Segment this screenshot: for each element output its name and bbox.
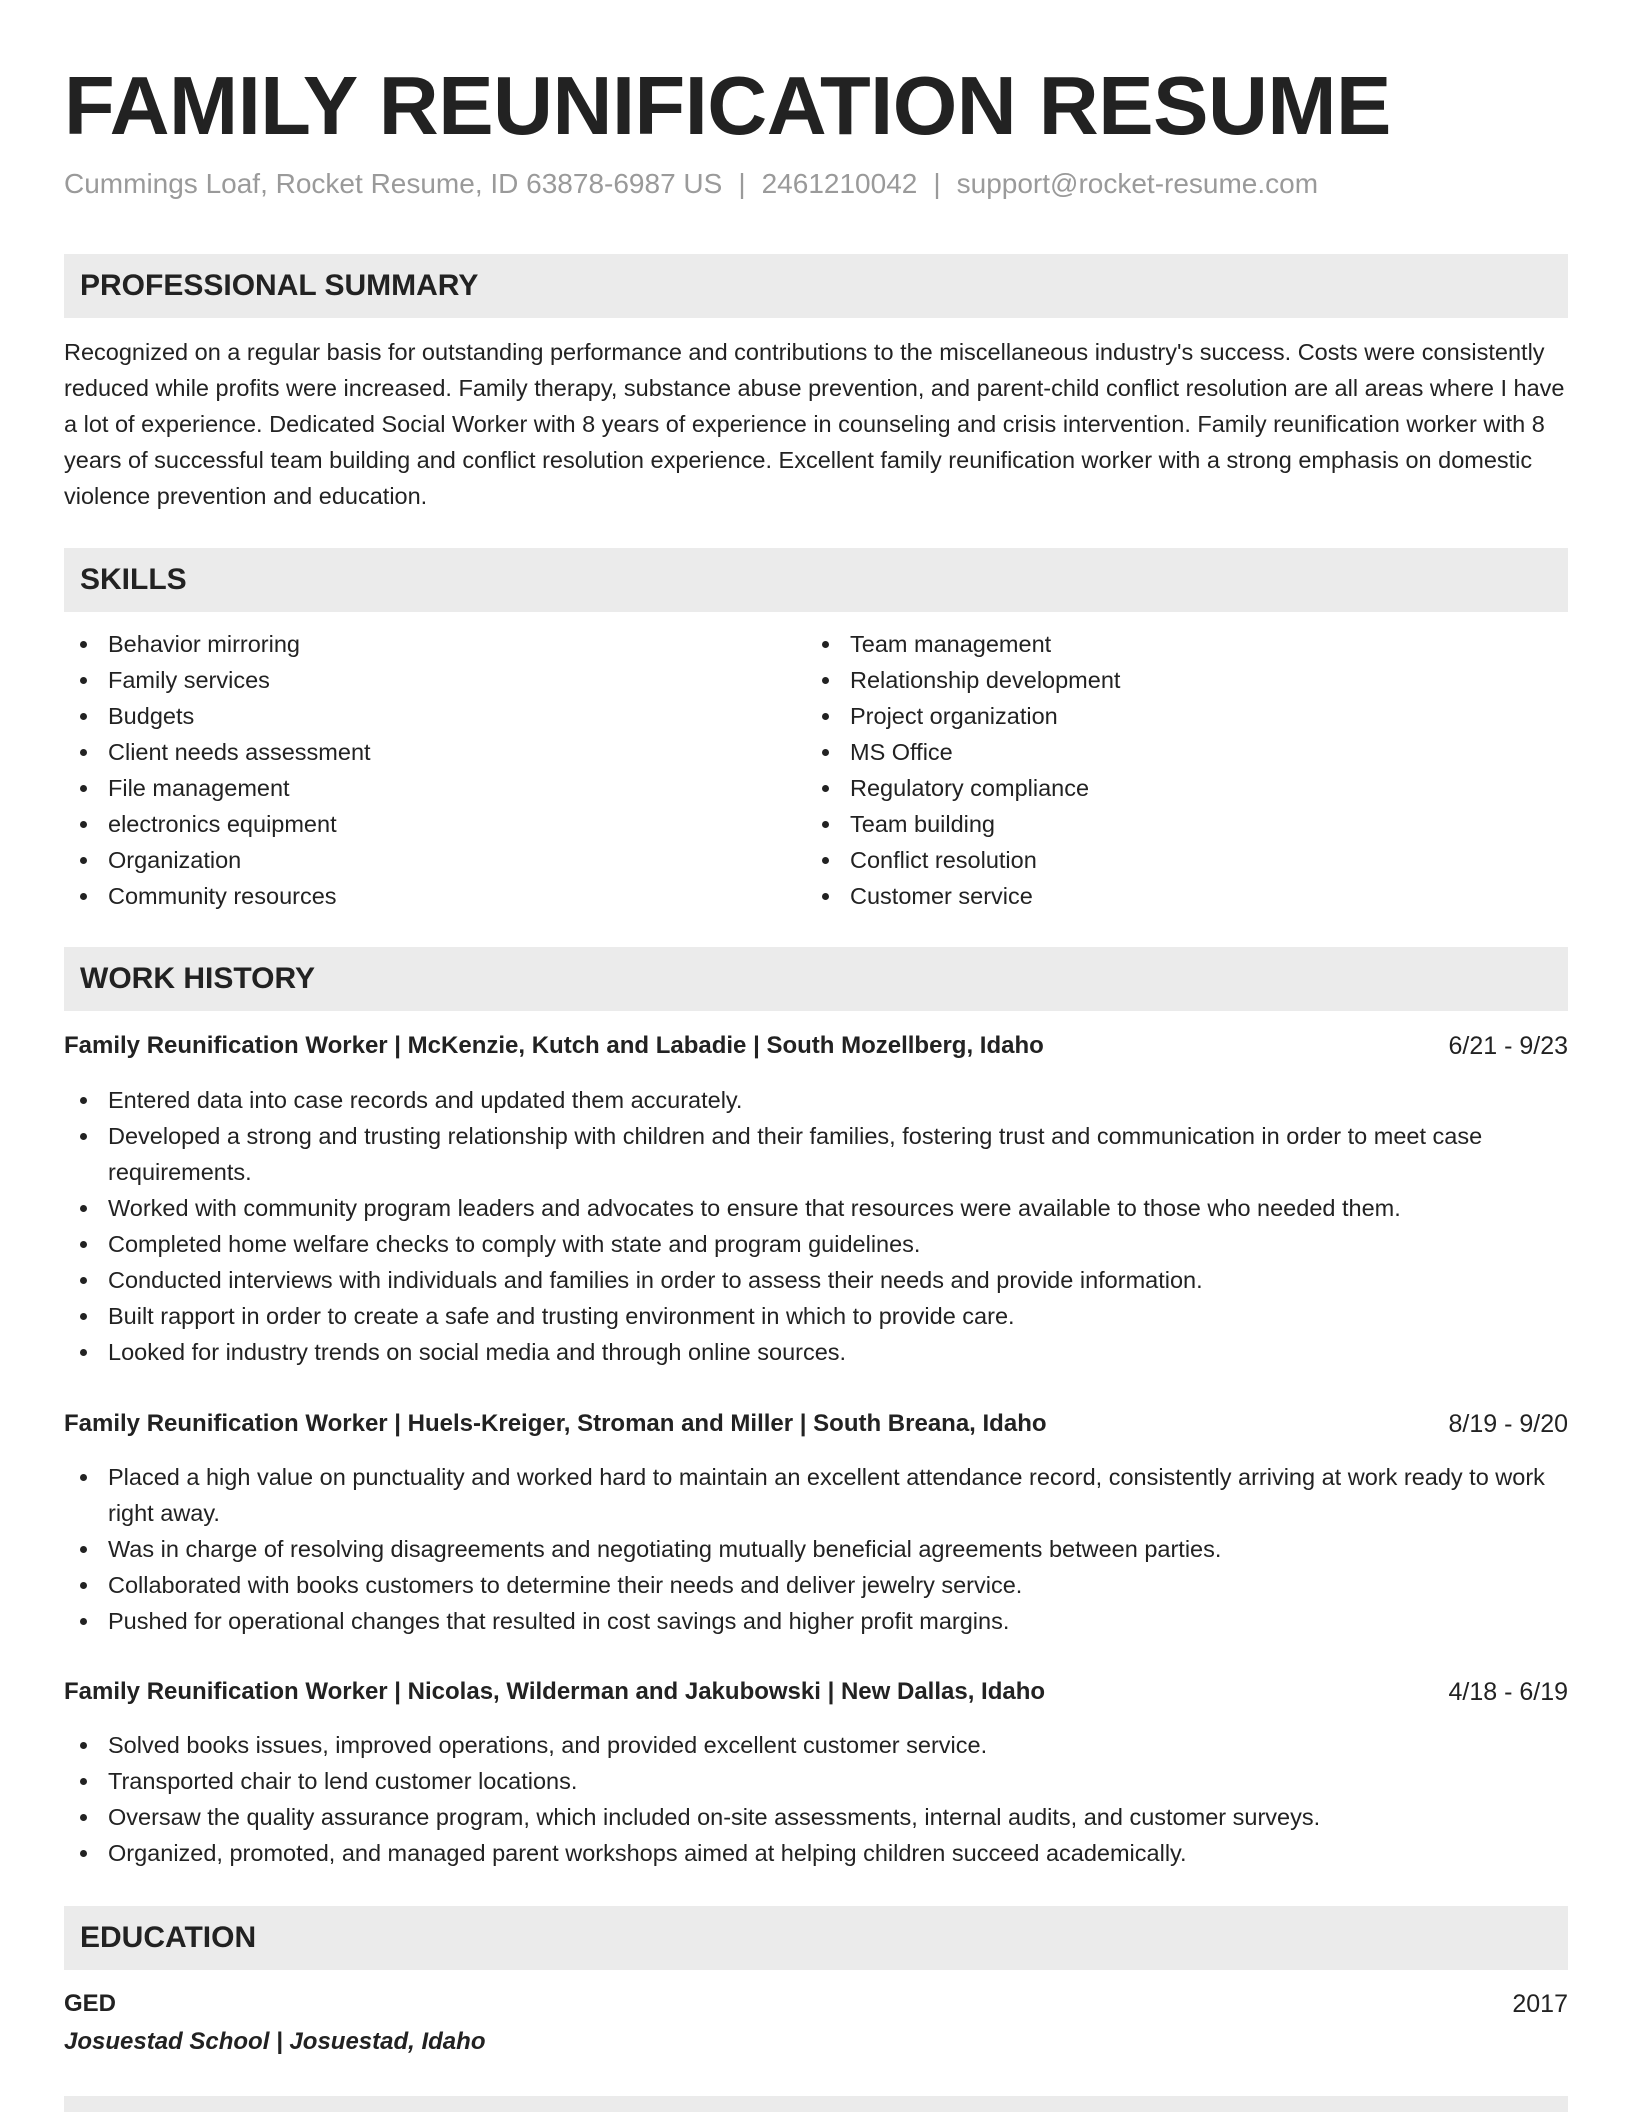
- job-bullets: [64, 1082, 1568, 1370]
- skill-item: File management: [64, 770, 804, 806]
- job-title: Family Reunification Worker | Nicolas, Wilderman and Jakubowski | New Dallas, Idaho: [64, 1678, 1046, 1705]
- job-bullet: Completed home welfare checks to comply with state and program guidelines.: [64, 1226, 1568, 1262]
- education-degree: GED: [64, 1990, 117, 2017]
- skill-item: Organization: [64, 842, 804, 878]
- job-bullet: Built rapport in order to create a safe and trusting environment in which to provide care.: [64, 1298, 1568, 1334]
- resume-title: FAMILY REUNIFICATION RESUME: [64, 59, 1391, 152]
- skills-list-right: [806, 626, 1546, 914]
- contact-email[interactable]: support@rocket-resume.com: [956, 168, 1319, 199]
- section-heading-work-history: WORK HISTORY: [64, 947, 1568, 1011]
- job-dates: 6/21 - 9/23: [1448, 1032, 1568, 1060]
- contact-address: Cummings Loaf, Rocket Resume, ID 63878-6987 US: [64, 168, 723, 199]
- skill-item: electronics equipment: [64, 806, 804, 842]
- skill-item: Customer service: [806, 878, 1546, 914]
- contact-line: [64, 166, 1318, 202]
- job-bullet: Solved books issues, improved operations, and provided excellent customer service.: [64, 1727, 1568, 1763]
- job-header: [64, 1674, 1568, 1710]
- job-bullet: Collaborated with books customers to determine their needs and deliver jewelry service.: [64, 1567, 1568, 1603]
- job-bullet: Organized, promoted, and managed parent workshops aimed at helping children succeed academically.: [64, 1835, 1568, 1871]
- section-heading-next: [64, 2096, 1568, 2112]
- job-bullet: Oversaw the quality assurance program, which included on-site assessments, internal audits, and customer surveys.: [64, 1799, 1568, 1835]
- skill-item: Behavior mirroring: [64, 626, 804, 662]
- job-dates: 8/19 - 9/20: [1448, 1410, 1568, 1438]
- job-bullet: Transported chair to lend customer locations.: [64, 1763, 1568, 1799]
- skill-item: Community resources: [64, 878, 804, 914]
- section-heading-skills: SKILLS: [64, 548, 1568, 612]
- education-year: 2017: [1512, 1990, 1568, 2018]
- skill-item: MS Office: [806, 734, 1546, 770]
- job-bullet: Entered data into case records and updated them accurately.: [64, 1082, 1568, 1118]
- skill-item: Project organization: [806, 698, 1546, 734]
- job-bullets: [64, 1459, 1568, 1639]
- job-bullet: Pushed for operational changes that resulted in cost savings and higher profit margins.: [64, 1603, 1568, 1639]
- job-bullet: Looked for industry trends on social media and through online sources.: [64, 1334, 1568, 1370]
- skill-item: Team building: [806, 806, 1546, 842]
- job-dates: 4/18 - 6/19: [1448, 1678, 1568, 1706]
- skill-item: Conflict resolution: [806, 842, 1546, 878]
- job-bullet: Was in charge of resolving disagreements and negotiating mutually beneficial agreements between parties.: [64, 1531, 1568, 1567]
- education-school: Josuestad School | Josuestad, Idaho: [64, 2028, 486, 2055]
- job-header: [64, 1028, 1568, 1064]
- job-bullet: Developed a strong and trusting relationship with children and their families, fostering trust and communication in order to meet case requirements.: [64, 1118, 1568, 1190]
- skill-item: Team management: [806, 626, 1546, 662]
- summary-text: Recognized on a regular basis for outstanding performance and contributions to the miscellaneous industry's success. Costs were consistently reduced while profits were increased. Family therapy, substance abuse prevention, and parent-child conflict resolution are all areas where I have a lot of experience. Dedicated Social Worker with 8 years of experience in counseling and crisis intervention. Family reunification worker with 8 years of successful team building and conflict resolution experience. Excellent family reunification worker with a strong emphasis on domestic violence prevention and education.: [64, 339, 1565, 509]
- contact-separator: |: [933, 168, 941, 199]
- skill-item: Family services: [64, 662, 804, 698]
- skills-list-left: [64, 626, 804, 914]
- section-heading-summary: PROFESSIONAL SUMMARY: [64, 254, 1568, 318]
- section-heading-education: EDUCATION: [64, 1906, 1568, 1970]
- skill-item: Budgets: [64, 698, 804, 734]
- job-bullet: Conducted interviews with individuals and families in order to assess their needs and provide information.: [64, 1262, 1568, 1298]
- job-title: Family Reunification Worker | McKenzie, Kutch and Labadie | South Mozellberg, Idaho: [64, 1032, 1044, 1059]
- job-bullets: [64, 1727, 1568, 1871]
- job-title: Family Reunification Worker | Huels-Kreiger, Stroman and Miller | South Breana, Idaho: [64, 1410, 1047, 1437]
- skill-item: Client needs assessment: [64, 734, 804, 770]
- skill-item: Regulatory compliance: [806, 770, 1546, 806]
- job-header: [64, 1406, 1568, 1442]
- contact-separator: |: [738, 168, 746, 199]
- job-bullet: Worked with community program leaders and advocates to ensure that resources were available to those who needed them.: [64, 1190, 1568, 1226]
- skill-item: Relationship development: [806, 662, 1546, 698]
- contact-phone[interactable]: 2461210042: [761, 168, 918, 199]
- job-bullet: Placed a high value on punctuality and worked hard to maintain an excellent attendance record, consistently arriving at work ready to work right away.: [64, 1459, 1568, 1531]
